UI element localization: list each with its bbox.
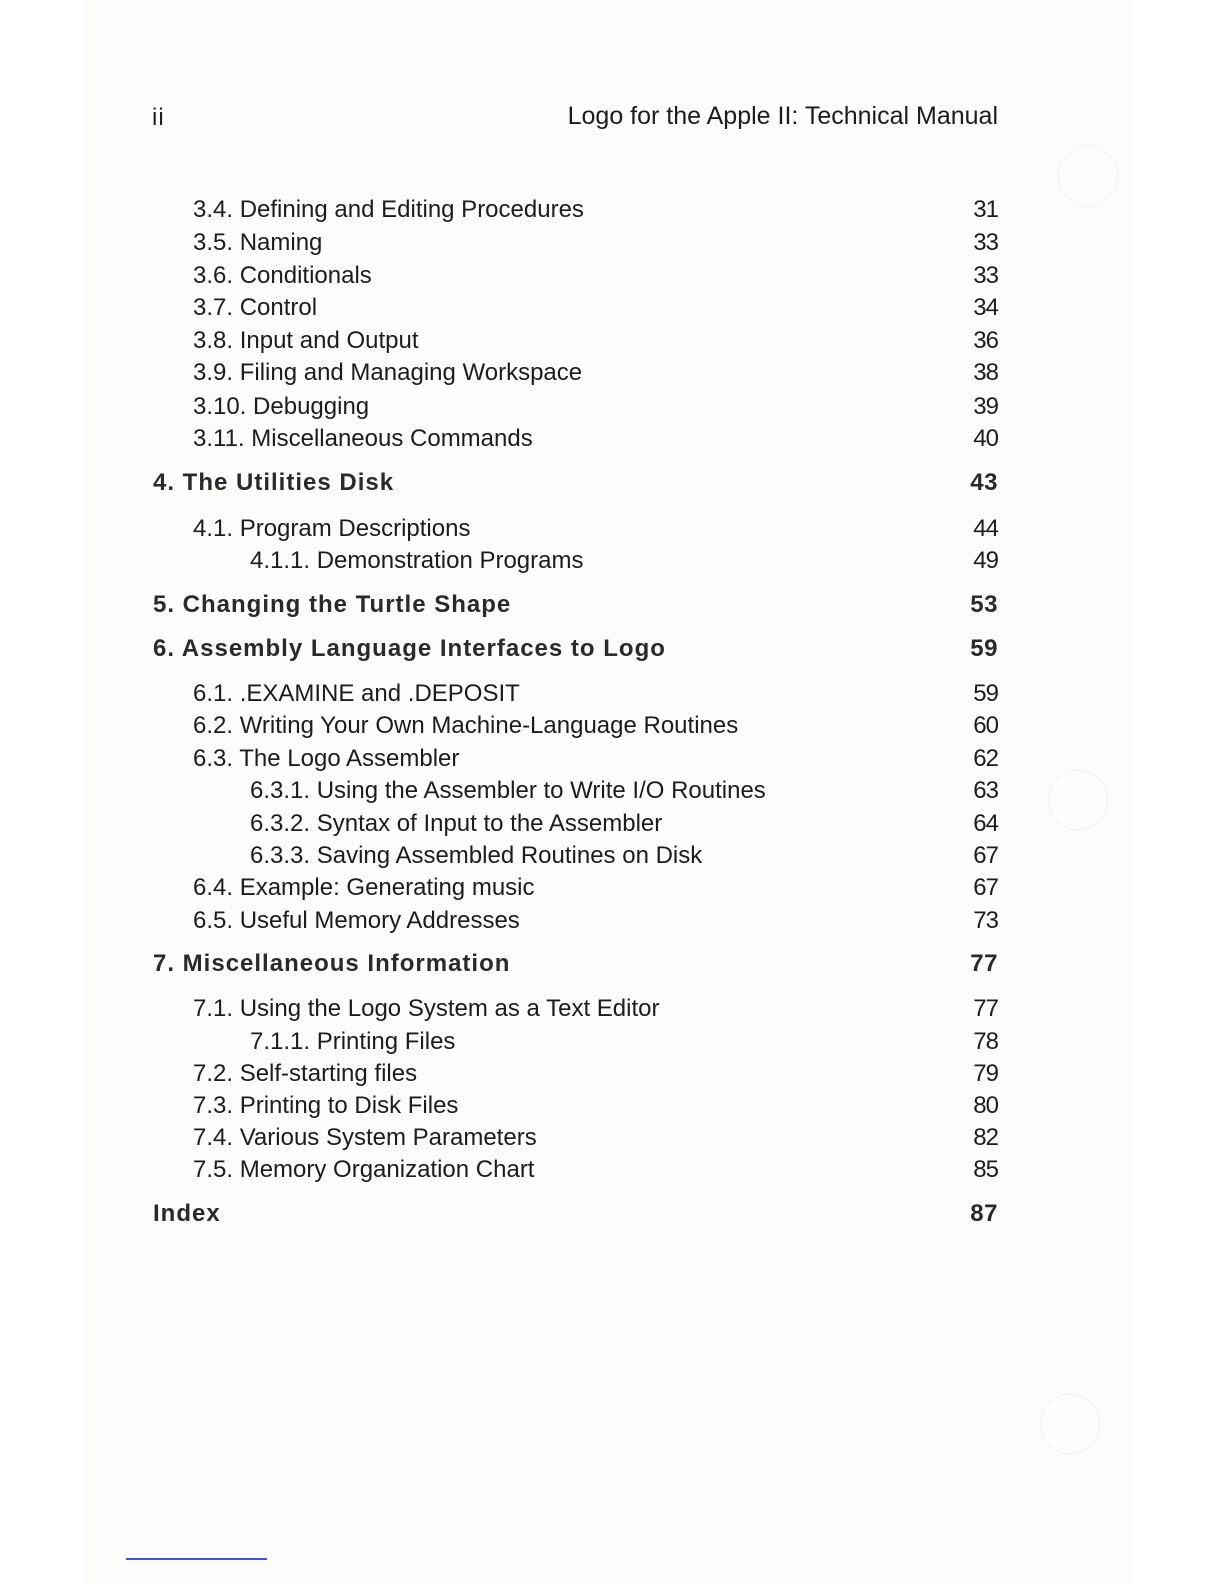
- toc-entry-page-number: 64: [973, 810, 998, 837]
- toc-entry-title: 6.3. The Logo Assembler: [193, 745, 460, 772]
- toc-entry[interactable]: [0, 711, 1224, 745]
- toc-chapter-entry[interactable]: [0, 634, 1224, 668]
- toc-entry-page-number: 43: [970, 469, 998, 496]
- toc-entry-page-number: 59: [973, 680, 998, 707]
- running-title: Logo for the Apple II: Technical Manual: [567, 102, 998, 130]
- toc-chapter-entry[interactable]: [0, 949, 1224, 983]
- toc-entry-page-number: 53: [970, 591, 998, 618]
- toc-entry-title: 3.8. Input and Output: [193, 327, 419, 354]
- toc-entry[interactable]: [0, 1123, 1224, 1157]
- toc-entry[interactable]: [0, 906, 1224, 940]
- toc-entry-page-number: 38: [973, 359, 998, 386]
- toc-entry[interactable]: [0, 873, 1224, 907]
- toc-chapter-entry[interactable]: [0, 590, 1224, 624]
- toc-entry[interactable]: [0, 1155, 1224, 1189]
- toc-entry-page-number: 34: [973, 294, 998, 321]
- toc-entry[interactable]: [0, 776, 1224, 810]
- toc-entry[interactable]: [0, 841, 1224, 875]
- toc-entry-title: 3.4. Defining and Editing Procedures: [193, 196, 584, 223]
- toc-entry-title: 7.1.1. Printing Files: [250, 1028, 456, 1055]
- toc-entry-page-number: 59: [970, 635, 998, 662]
- toc-entry-page-number: 79: [973, 1060, 998, 1087]
- toc-entry-title: 6.4. Example: Generating music: [193, 874, 535, 901]
- toc-entry-title: 6.5. Useful Memory Addresses: [193, 907, 520, 934]
- toc-entry[interactable]: [0, 326, 1224, 360]
- toc-entry[interactable]: [0, 809, 1224, 843]
- toc-entry-page-number: 36: [973, 327, 998, 354]
- toc-chapter-entry[interactable]: [0, 468, 1224, 502]
- toc-entry-page-number: 31: [973, 196, 998, 223]
- toc-entry[interactable]: [0, 679, 1224, 713]
- toc-entry-title: 6.3.1. Using the Assembler to Write I/O Routines: [250, 777, 766, 804]
- toc-entry[interactable]: [0, 1091, 1224, 1125]
- toc-entry[interactable]: [0, 228, 1224, 262]
- toc-entry-title: 5. Changing the Turtle Shape: [153, 591, 512, 618]
- toc-entry-title: 4. The Utilities Disk: [153, 469, 395, 496]
- toc-entry-title: 4.1.1. Demonstration Programs: [250, 547, 584, 574]
- toc-entry-page-number: 44: [973, 515, 998, 542]
- toc-entry-title: 7.5. Memory Organization Chart: [193, 1156, 535, 1183]
- toc-entry-page-number: 62: [973, 745, 998, 772]
- toc-entry-page-number: 39: [973, 393, 998, 420]
- toc-entry[interactable]: [0, 1059, 1224, 1093]
- toc-entry-title: 7.4. Various System Parameters: [193, 1124, 537, 1151]
- toc-entry-title: 3.9. Filing and Managing Workspace: [193, 359, 583, 386]
- toc-entry-title: 7.1. Using the Logo System as a Text Editor: [193, 995, 660, 1022]
- footer-rule: [126, 1558, 267, 1560]
- toc-entry-title: 7.2. Self-starting files: [193, 1060, 418, 1087]
- toc-entry[interactable]: [0, 994, 1224, 1028]
- toc-entry[interactable]: [0, 358, 1224, 392]
- toc-entry-title: 7.3. Printing to Disk Files: [193, 1092, 459, 1119]
- toc-entry-title: 4.1. Program Descriptions: [193, 515, 471, 542]
- toc-entry-title: 3.7. Control: [193, 294, 318, 321]
- toc-entry-page-number: 33: [973, 229, 998, 256]
- toc-entry-title: 3.11. Miscellaneous Commands: [193, 425, 533, 452]
- toc-entry-title: 6. Assembly Language Interfaces to Logo: [153, 635, 666, 662]
- toc-entry-title: 3.6. Conditionals: [193, 262, 372, 289]
- toc-entry-page-number: 77: [973, 995, 998, 1022]
- toc-entry-title: 6.2. Writing Your Own Machine-Language Routines: [193, 712, 739, 739]
- toc-entry-page-number: 67: [973, 874, 998, 901]
- toc-entry-page-number: 63: [973, 777, 998, 804]
- toc-entry[interactable]: [0, 424, 1224, 458]
- toc-entry-page-number: 85: [973, 1156, 998, 1183]
- toc-entry-page-number: 87: [970, 1200, 998, 1227]
- toc-entry-page-number: 40: [973, 425, 998, 452]
- toc-entry-page-number: 60: [973, 712, 998, 739]
- toc-entry[interactable]: [0, 744, 1224, 778]
- toc-chapter-entry[interactable]: [0, 1199, 1224, 1233]
- toc-entry[interactable]: [0, 514, 1224, 548]
- toc-entry[interactable]: [0, 261, 1224, 295]
- toc-entry-page-number: 49: [973, 547, 998, 574]
- toc-entry-page-number: 82: [973, 1124, 998, 1151]
- toc-entry[interactable]: [0, 546, 1224, 580]
- toc-entry-title: 7. Miscellaneous Information: [153, 950, 511, 977]
- toc-entry-title: 6.1. .EXAMINE and .DEPOSIT: [193, 680, 520, 707]
- toc-entry-page-number: 67: [973, 842, 998, 869]
- toc-entry-page-number: 33: [973, 262, 998, 289]
- toc-entry-title: 3.10. Debugging: [193, 393, 370, 420]
- toc-entry[interactable]: [0, 293, 1224, 327]
- toc-entry-page-number: 77: [970, 950, 998, 977]
- toc-entry-title: 3.5. Naming: [193, 229, 323, 256]
- toc-entry-page-number: 80: [973, 1092, 998, 1119]
- toc-entry[interactable]: [0, 392, 1224, 426]
- toc-entry-title: 6.3.3. Saving Assembled Routines on Disk: [250, 842, 703, 869]
- toc-entry[interactable]: [0, 195, 1224, 229]
- toc-entry-title: Index: [153, 1200, 221, 1227]
- page-number: ii: [152, 104, 165, 131]
- toc-entry-title: 6.3.2. Syntax of Input to the Assembler: [250, 810, 663, 837]
- toc-entry[interactable]: [0, 1027, 1224, 1061]
- toc-entry-page-number: 78: [973, 1028, 998, 1055]
- toc-entry-page-number: 73: [973, 907, 998, 934]
